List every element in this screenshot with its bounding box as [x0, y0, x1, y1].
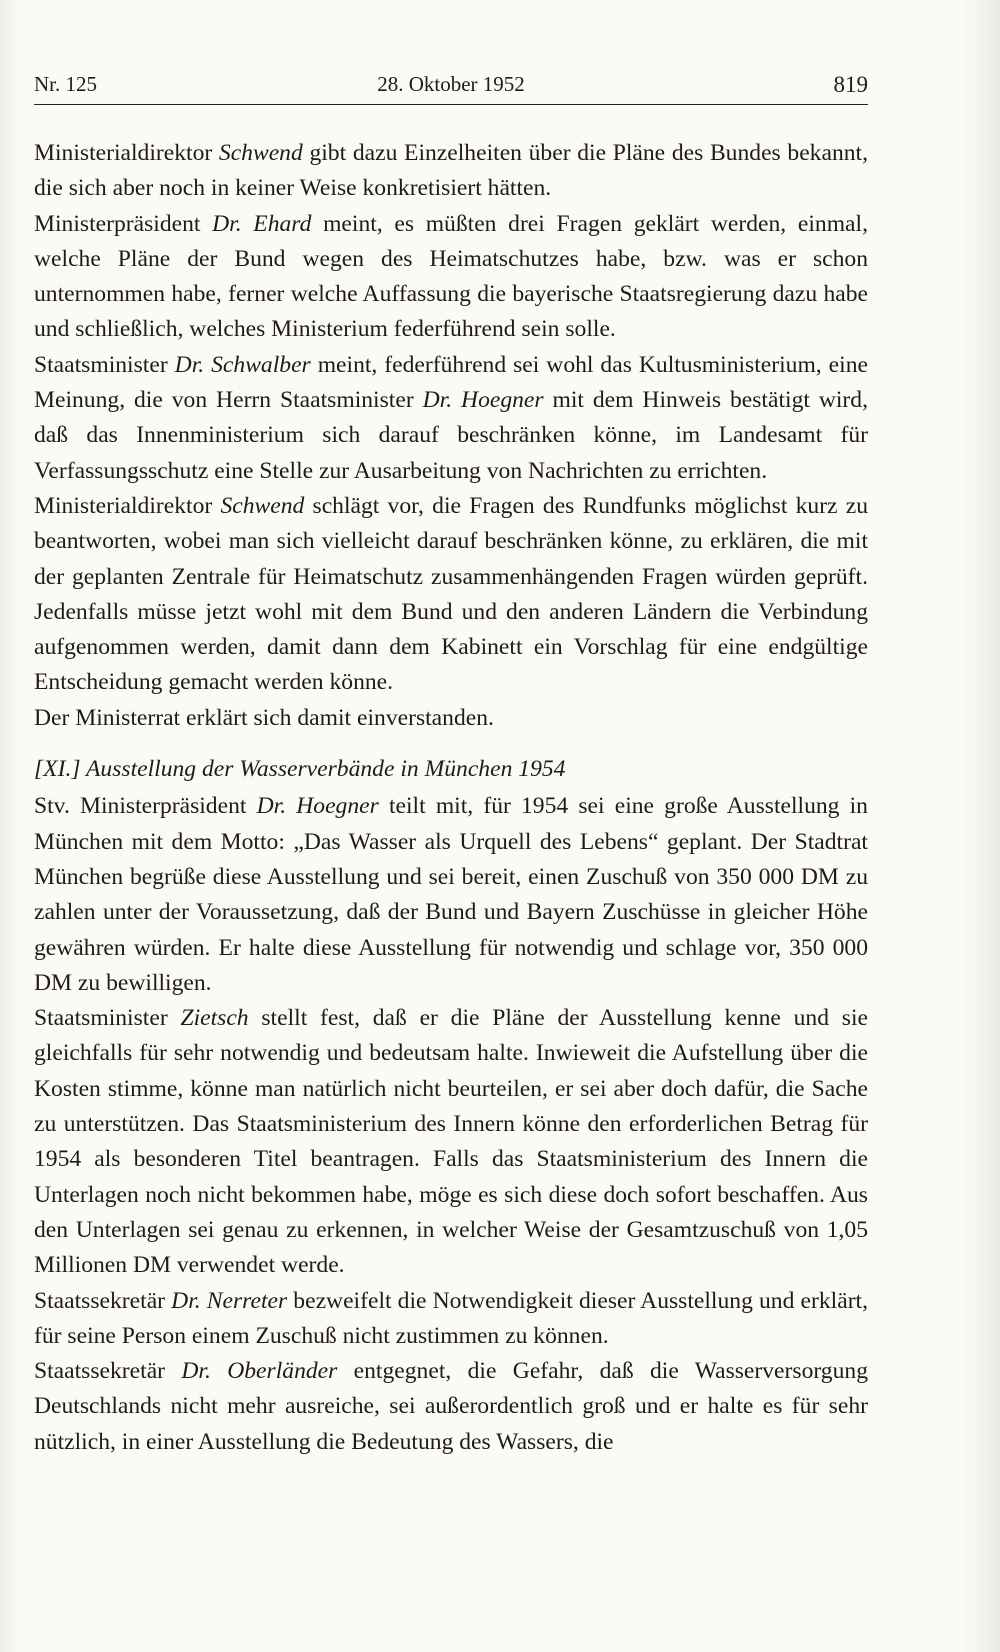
- paragraph-text: Ministerialdirektor: [34, 492, 221, 519]
- section-title: Ausstellung der Wasserverbände in München 1954: [80, 756, 566, 783]
- paragraph: [34, 789, 868, 1001]
- speaker-name: Dr. Nerreter: [171, 1287, 288, 1314]
- section-heading: [34, 752, 868, 787]
- section-number: [XI.]: [34, 756, 81, 783]
- issue-number: Nr. 125: [34, 72, 97, 96]
- speaker-name: Zietsch: [180, 1005, 249, 1032]
- header-rule: [34, 104, 868, 105]
- paragraph-text: Staatsminister: [34, 1005, 181, 1032]
- paragraph: [34, 207, 868, 348]
- paragraph-text: teilt mit, für 1954 sei eine große Ausstellung in München mit dem Motto: „Das Wasser als Urquell des Lebens“ geplant. Der Stadtrat München begrüße diese Ausstellung und sei bereit, einen Zuschuß von 350 000 DM zu zahlen unter der Voraussetzung, daß der Bund und Bayern Zuschüsse in gleicher Höhe gewähren würden. Er halte diese Ausstellung für notwendig und schlage vor, 350 000 DM zu bewilligen.: [34, 793, 868, 996]
- paragraph: [34, 348, 868, 489]
- paragraph-text: Ministerialdirektor: [34, 140, 219, 166]
- paragraph-text: meint, federführend sei wohl das Kultusministerium, eine Meinung, die von Herrn Staatsminister: [34, 351, 868, 414]
- paragraph-text: stellt fest, daß er die Pläne der Ausstellung kenne und sie gleichfalls für sehr notwendig und bedeutsam halte. Inwieweit die Aufstellung über die Kosten stimme, könne man natürlich nicht beurteilen, er sei aber doch dafür, die Sache zu unterstützen. Das Staatsministerium des Innern könne den erforderlichen Betrag für 1954 als besonderen Titel beantragen. Falls das Staatsministerium des Innern die Unterlagen noch nicht bekommen habe, möge es sich diese doch sofort beschaffen. Aus den Unterlagen sei genau zu erkennen, in welcher Weise der Gesamtzuschuß von 1,05 Millionen DM verwendet werde.: [34, 1005, 868, 1279]
- paragraph-text: Ministerpräsident: [34, 210, 213, 237]
- speaker-name: Dr. Hoegner: [256, 793, 379, 820]
- paragraph-text: Der Ministerrat erklärt sich damit einverstanden.: [34, 704, 494, 731]
- paragraph: [34, 701, 868, 736]
- page-number: 819: [833, 72, 868, 97]
- speaker-name: Schwend: [220, 492, 305, 519]
- paragraph-text: mit dem Hinweis bestätigt wird, daß das Innenministerium sich darauf beschränken könne, im Landesamt für Verfassungsschutz eine Stelle zur Ausarbeitung von Nachrichten zu errichten.: [34, 387, 868, 484]
- paragraph-text: schlägt vor, die Fragen des Rundfunks möglichst kurz zu beantworten, wobei man sich vielleicht darauf beschränken könne, zu erklären, die mit der geplanten Zentrale für Heimatschutz zusammenhängenden Fragen würden geprüft. Jedenfalls müsse jetzt wohl mit dem Bund und den anderen Ländern die Verbindung aufgenommen werden, damit dann dem Kabinett ein Vorschlag für eine endgültige Entscheidung gemacht werden könne.: [34, 492, 869, 696]
- speaker-name: Dr. Schwalber: [174, 351, 311, 378]
- paragraph: [34, 1284, 868, 1355]
- paragraph: [34, 136, 868, 207]
- paragraph-text: Staatssekretär: [34, 1358, 182, 1385]
- paragraph-text: entgegnet, die Gefahr, daß die Wasserversorgung Deutschlands nicht mehr ausreiche, sei außerordentlich groß und er halte es für sehr nützlich, in einer Ausstellung die Bedeutung des Wassers, die: [34, 1358, 868, 1455]
- paragraph-text: gibt dazu Einzelheiten über die Pläne des Bundes bekannt, die sich aber noch in keiner Weise konkretisiert hätten.: [34, 140, 868, 202]
- speaker-name: Dr. Hoegner: [422, 387, 544, 414]
- speaker-name: Dr. Ehard: [212, 210, 312, 237]
- paragraph-text: meint, es müßten drei Fragen geklärt werden, einmal, welche Pläne der Bund wegen des Heimatschutzes habe, bzw. was er schon unternommen habe, ferner welche Auffassung die bayerische Staatsregierung dazu habe und schließlich, welches Ministerium federführend sein solle.: [34, 210, 868, 343]
- paragraph: [34, 1354, 868, 1460]
- speaker-name: Dr. Oberländer: [181, 1358, 338, 1385]
- paragraph-text: bezweifelt die Notwendigkeit dieser Ausstellung und erklärt, für seine Person einem Zuschuß nicht zustimmen zu können.: [34, 1287, 868, 1349]
- paragraph: [34, 489, 868, 701]
- header-date: 28. Oktober 1952: [377, 72, 525, 96]
- running-header: [34, 72, 868, 104]
- document-body: [34, 136, 868, 1460]
- paragraph-text: Stv. Ministerpräsident: [34, 793, 257, 820]
- paragraph-text: Staatssekretär: [34, 1287, 172, 1314]
- speaker-name: Schwend: [218, 140, 303, 166]
- paragraph: [34, 1001, 868, 1283]
- paragraph-text: Staatsminister: [34, 351, 175, 378]
